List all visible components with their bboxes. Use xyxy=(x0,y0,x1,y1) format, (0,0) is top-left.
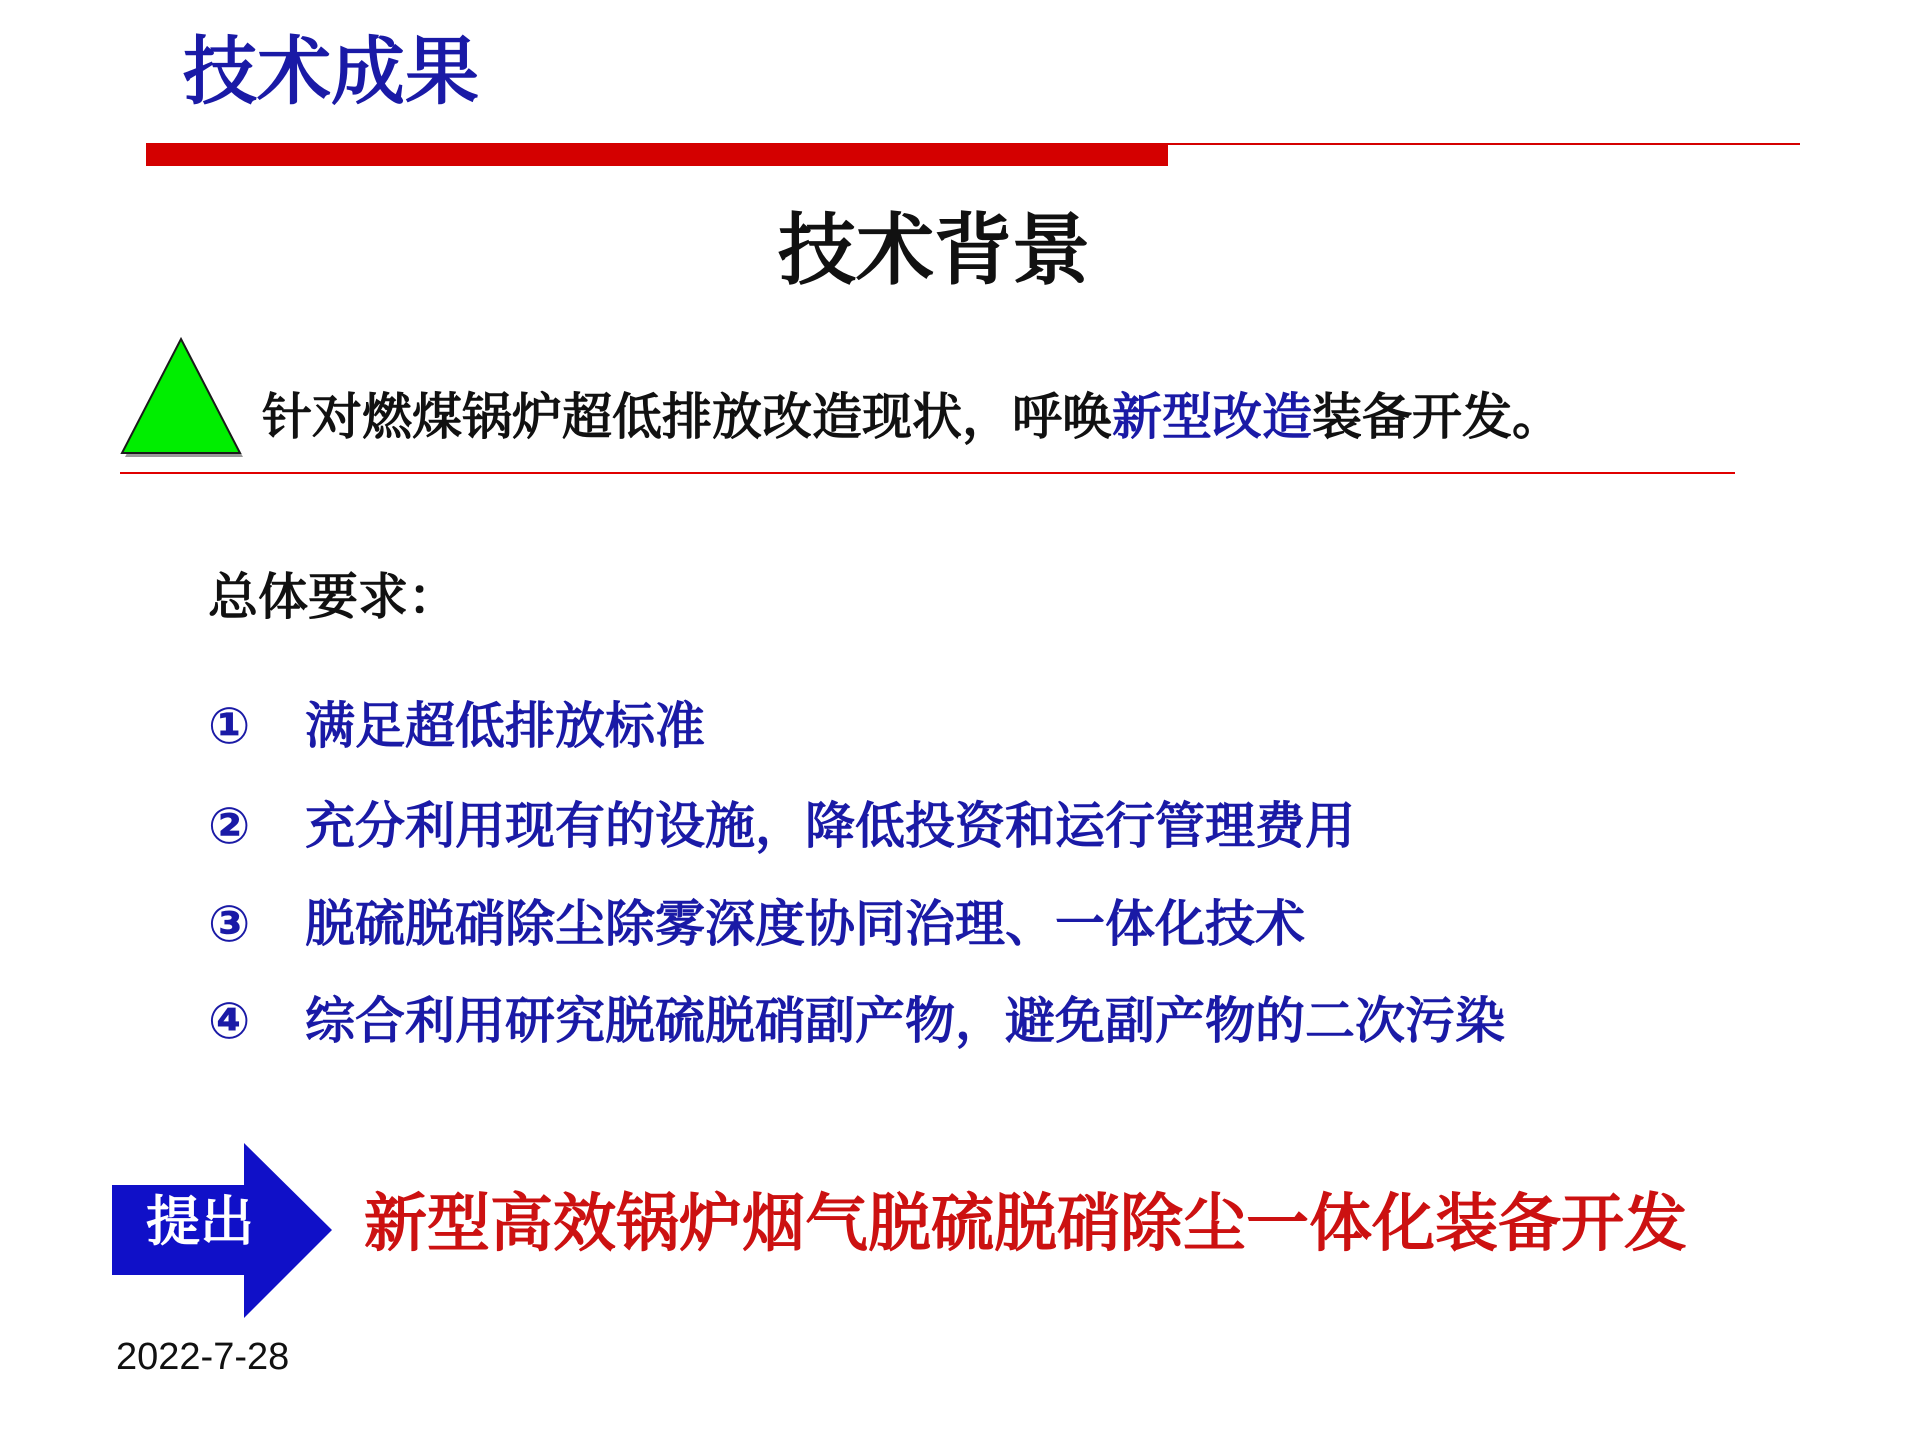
intro-statement xyxy=(262,386,1562,449)
slide-title: 技术成果 xyxy=(183,29,479,115)
green-triangle-icon xyxy=(118,335,244,461)
requirement-text: 综合利用研究脱硫脱硝副产物，避免副产物的二次污染 xyxy=(305,992,1505,1050)
slide-date: 2022-7-28 xyxy=(116,1336,290,1378)
intro-highlight: 新型改造 xyxy=(1112,388,1312,446)
conclusion-text: 新型高效锅炉烟气脱硫脱硝除尘一体化装备开发 xyxy=(364,1187,1687,1260)
intro-prefix: 针对燃煤锅炉超低排放改造现状，呼唤 xyxy=(262,388,1112,446)
section-heading: 技术背景 xyxy=(777,206,1090,296)
propose-label: 提出 xyxy=(146,1190,254,1253)
requirement-text: 脱硫脱硝除尘除雾深度协同治理、一体化技术 xyxy=(305,895,1305,953)
title-underline-thick xyxy=(146,143,1168,166)
intro-suffix: 装备开发。 xyxy=(1312,388,1562,446)
requirement-number: ① xyxy=(208,697,251,755)
requirement-item xyxy=(208,990,1505,1053)
intro-divider xyxy=(120,472,1735,474)
requirements-label: 总体要求： xyxy=(208,568,458,626)
requirement-number: ④ xyxy=(208,992,251,1050)
requirement-number: ③ xyxy=(208,895,251,953)
requirement-item xyxy=(208,695,705,758)
requirement-item xyxy=(208,893,1305,956)
requirement-item xyxy=(208,795,1355,858)
title-underline-thin xyxy=(1168,143,1800,145)
requirement-text: 满足超低排放标准 xyxy=(305,697,705,755)
requirement-number: ② xyxy=(208,797,251,855)
requirement-text: 充分利用现有的设施，降低投资和运行管理费用 xyxy=(305,797,1355,855)
